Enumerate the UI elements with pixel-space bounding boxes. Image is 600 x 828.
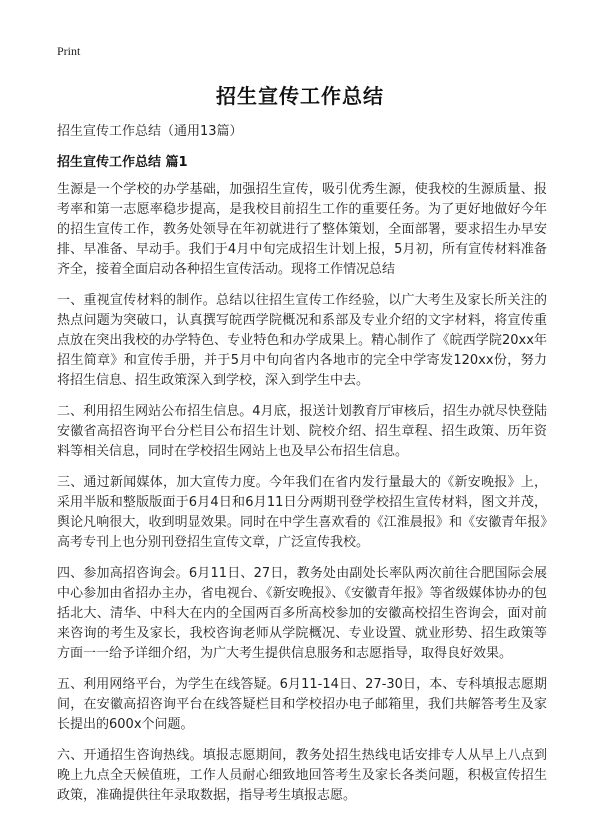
document-body: [57, 180, 547, 817]
paragraph-website: 二、利用招生网站公布招生信息。4月底，报送计划教育厅审核后，招生办就尽快登陆安徽省高招咨询平台分栏目公布招生计划、院校介绍、招生章程、招生政策、历年资料等相关信息，同时在学校招生网站上也及早公布招生信息。: [57, 404, 547, 459]
paragraph-media: 三、通过新闻媒体，加大宣传力度。今年我们在省内发行量最大的《新安晚报》上，采用半版和整版版面于6月4日和6月11日分两期刊登学校招生宣传材料，图文并茂，舆论凡响很大，收到明显效果。同时在中学生喜欢看的《江淮晨报》和《安徽青年报》高考专刊上也分别刊登招生宣传文章，广泛宣传我校。: [57, 475, 547, 550]
section-heading: 招生宣传工作总结 篇1: [57, 155, 188, 170]
paragraph-consultation: 四、参加高招咨询会。6月11日、27日，教务处由副处长率队两次前往合肥国际会展中心参加由省招办主办，省电视台、《新安晚报》、《安徽青年报》等省级媒体协办的包括北大、清华、中科大在内的全国两百多所高校参加的安徽高校招生咨询会，面对前来咨询的考生及家长，我校咨询老师从学院概况、专业设置、就业形势、招生政策等方面一一给予详细介绍，为广大考生提供信息服务和志愿指导，取得良好效果。: [57, 566, 547, 661]
paragraph-materials: 一、重视宣传材料的制作。总结以往招生宣传工作经验，以广大考生及家长所关注的热点问题为突破口，认真撰写皖西学院概况和系部及专业介绍的文字材料，将宣传重点放在突出我校的办学特色、专业特色和办学成果上。精心制作了《皖西学院20xx年招生简章》和宣传手册，并于5月中旬向省内各地市的完全中学寄发120xx份，努力将招生信息、招生政策深入到学校，深入到学生中去。: [57, 293, 547, 388]
page-title: 招生宣传工作总结: [216, 84, 384, 108]
paragraph-hotline: 六、开通招生咨询热线。填报志愿期间，教务处招生热线电话安排专人从早上八点到晚上九点全天候值班，工作人员耐心细致地回答考生及家长各类问题，积极宣传招生政策，准确提供往年录取数据，指导考生填报志愿。: [57, 748, 547, 803]
paragraph-online: 五、利用网络平台，为学生在线答疑。6月11-14日、27-30日，本、专科填报志愿期间，在安徽高招咨询平台在线答疑栏目和学校招办电子邮箱里，我们共解答考生及家长提出的600x个问题。: [57, 677, 547, 732]
document-subtitle: 招生宣传工作总结（通用13篇）: [57, 124, 243, 139]
print-link[interactable]: Print: [57, 44, 81, 58]
paragraph-intro: 生源是一个学校的办学基础，加强招生宣传，吸引优秀生源，使我校的生源质量、报考率和第一志愿率稳步提高，是我校目前招生工作的重要任务。为了更好地做好今年的招生宣传工作，教务处领导在年初就进行了整体策划，全面部署，要求招生办早安排、早准备、早动手。我们于4月中旬完成招生计划上报，5月初，所有宣传材料准备齐全，接着全面启动各种招生宣传活动。现将工作情况总结: [57, 182, 547, 277]
